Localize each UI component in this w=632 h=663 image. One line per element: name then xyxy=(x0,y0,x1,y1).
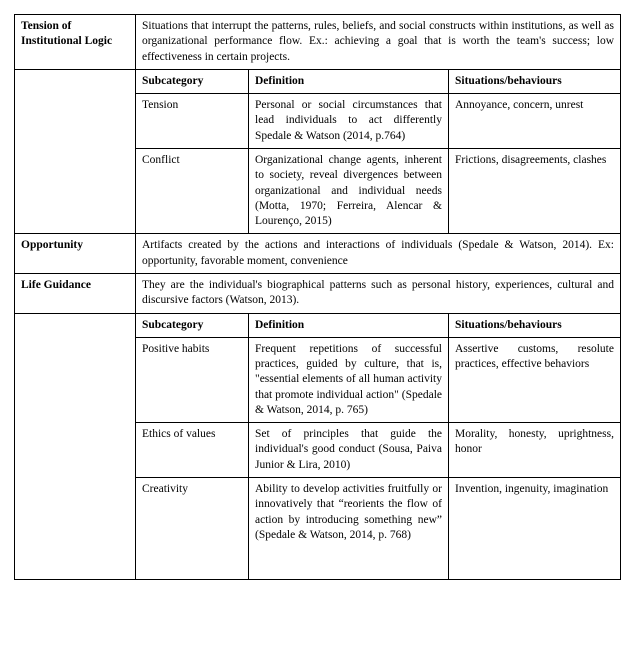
subcategory-name-creativity: Creativity xyxy=(136,478,249,580)
category-description-opportunity: Artifacts created by the actions and interactions of individuals (Spedale & Watson, 2014). Ex: opportunity, favorable moment, convenience xyxy=(136,234,621,274)
categories-table xyxy=(14,14,621,580)
column-header-situations: Situations/behaviours xyxy=(449,313,621,337)
category-description: Situations that interrupt the patterns, rules, beliefs, and social constructs within institutions, as well as organizational performance flow. Ex.: achieving a goal that is worth the team's success; low effectiveness in certain projects. xyxy=(136,15,621,70)
subcategory-name-conflict: Conflict xyxy=(136,148,249,233)
subcategory-name-ethics-of-values: Ethics of values xyxy=(136,423,249,478)
subcategory-definition-ethics-of-values: Set of principles that guide the individual's good conduct (Sousa, Paiva Junior & Lira, 2010) xyxy=(249,423,449,478)
subcategory-definition-conflict: Organizational change agents, inherent to society, reveal divergences between organizational and individual needs (Motta, 1970; Ferreira, Alencar & Lourenço, 2015) xyxy=(249,148,449,233)
subcategory-definition-tension: Personal or social circumstances that lead individuals to act differently Spedale & Watson (2014, p.764) xyxy=(249,94,449,149)
column-header-situations: Situations/behaviours xyxy=(449,69,621,93)
category-name-life-guidance: Life Guidance xyxy=(15,273,136,313)
column-header-subcategory: Subcategory xyxy=(136,313,249,337)
subcategory-situations-positive-habits: Assertive customs, resolute practices, effective behaviors xyxy=(449,337,621,422)
category-name-opportunity: Opportunity xyxy=(15,234,136,274)
category-name-line-1: Tension of xyxy=(21,20,72,32)
subcategory-situations-conflict: Frictions, disagreements, clashes xyxy=(449,148,621,233)
subcategory-situations-creativity: Invention, ingenuity, imagination xyxy=(449,478,621,580)
table-row xyxy=(15,313,621,337)
column-header-definition: Definition xyxy=(249,69,449,93)
subcategory-name-tension: Tension xyxy=(136,94,249,149)
category-spacer-cell xyxy=(15,69,136,234)
column-header-subcategory: Subcategory xyxy=(136,69,249,93)
subcategory-definition-positive-habits: Frequent repetitions of successful practices, guided by culture, that is, "essential elements of all human activity that promote individual action" (Spedale & Watson, 2014, p. 765) xyxy=(249,337,449,422)
category-spacer-cell xyxy=(15,313,136,580)
subcategory-situations-ethics-of-values: Morality, honesty, uprightness, honor xyxy=(449,423,621,478)
subcategory-definition-creativity: Ability to develop activities fruitfully or innovatively that “reorients the flow of action by introducing something new” (Spedale & Watson, 2014, p. 768) xyxy=(249,478,449,580)
table-row xyxy=(15,69,621,93)
table-row xyxy=(15,234,621,274)
subcategory-situations-tension: Annoyance, concern, unrest xyxy=(449,94,621,149)
table-row xyxy=(15,273,621,313)
column-header-definition: Definition xyxy=(249,313,449,337)
table-row xyxy=(15,15,621,70)
category-name-tension-of-institutional-logic xyxy=(15,15,136,70)
category-description-life-guidance: They are the individual's biographical patterns such as personal history, experiences, cultural and discursive factors (Watson, 2013). xyxy=(136,273,621,313)
subcategory-name-positive-habits: Positive habits xyxy=(136,337,249,422)
category-name-line-2: Institutional Logic xyxy=(21,35,113,48)
